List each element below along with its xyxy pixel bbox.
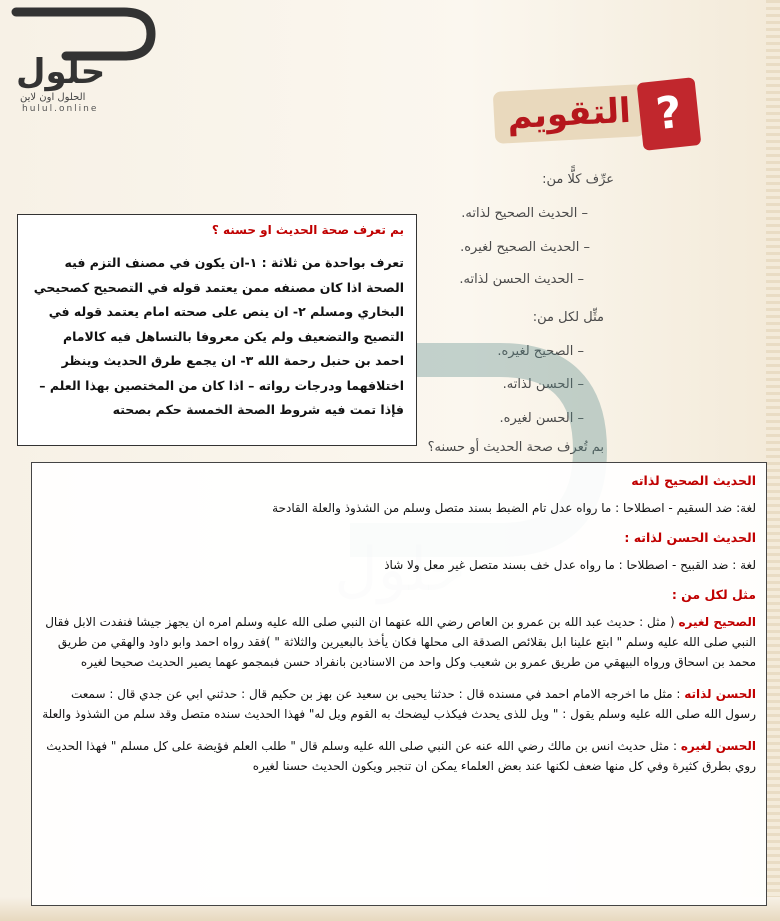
answer-box [17,214,417,446]
logo-subtitle: الحلول اون لاين [20,92,86,103]
example-text: : مثل ما اخرجه الامام احمد في مسنده قال : حدثنا يحيى بن سعيد عن بهز بن حكيم قال : حدثني ابي عن جدي قال : سمعت رسول الله صلى الله عليه وسلم يقول : " ويل للذى يحدث فيكذب ليضحك به القوم ويل له" فهذا الحديث سنده متصل وقد سلم من الشذوذ والعلة [42,687,756,721]
textbook-item: – الحديث الحسن لذاته. [459,272,584,287]
heading-sahih-lidhatihi: الحديث الصحيح لذاته [631,473,756,488]
site-logo[interactable] [6,4,156,114]
definition-sahih: لغة: ضد السقيم - اصطلاحا : ما رواه عدل تام الضبط بسند متصل وسلم من الشذوذ والعلة القادحة [272,501,756,515]
example-sahih-lighayrihi [42,612,756,672]
section-title: التقويم [493,84,646,144]
textbook-item: – الحسن لذاته. [502,377,584,392]
heading-examples: مثل لكل من : [671,587,756,602]
textbook-item: – الصحيح لغيره. [497,344,584,359]
example-label: الحسن لغيره [680,739,756,753]
example-label: الحسن لذاته [684,687,756,701]
answer-body: تعرف بواحدة من ثلاثة : ١-ان يكون في مصنف التزم فيه الصحة اذا كان مصنفه ممن يعتمد قوله في التصحيح كصحيحي البخاري ومسلم ٢- ان ينص على صحته امام يعتمد قوله في التصيح والتضعيف ولم يكن معروفا بالتساهل فيه كالامام احمد بن حنبل رحمة الله ٣- ان يجمع طرق الحديث وينظر اختلافهما ودرجات رواته – اذا كان من المختصين بهذا العلم – فإذا تمت فيه شروط الصحة الخمسة حكم بصحته [33,255,404,417]
textbook-item: – الحديث الصحيح لغيره. [460,240,590,255]
logo-domain: hulul.online [22,104,99,114]
definition-hasan: لغة : ضد القبيح - اصطلاحا : ما رواه عدل خف بسند متصل غير معل ولا شاذ [384,558,756,572]
example-label: الصحيح لغيره [678,615,756,629]
definitions-box [31,462,767,906]
textbook-item: – الحديث الصحيح لذاته. [461,206,588,221]
example-hasan-lidhatihi [42,684,756,724]
answer-question: بم تعرف صحة الحديث او حسنه ؟ [211,223,404,237]
textbook-question-1: عرِّف كلًّا من: [542,172,614,187]
page-edge [766,0,780,921]
textbook-question-3: بم تُعرف صحة الحديث أو حسنه؟ [427,440,604,455]
logo-text: حلول [16,52,106,92]
example-text: : مثل حديث انس بن مالك رضي الله عنه عن النبي صلى الله عليه وسلم قال " طلب العلم فؤيضة على كل مسلم " فهذا الحديث روي بطرق كثيرة وفي كل منها ضعف لكنها عند بعض العلماء يمكن ان تنجبر ويكون الحديث حسنا لغيره [46,739,756,773]
question-mark-icon: ? [637,77,702,151]
example-text: ( مثل : حديث عبد الله بن عمرو بن العاص رضي الله عنهما ان النبي صلى الله عليه وسلم امره ان يجهز جيشا فنفدت الابل فقال النبي صلى الله عليه وسلم " ابتع علينا ابل بقلائص الصدقة الى محلها فكان يأخذ بالبعيرين والثلاثة " )فقد رواه احمد وابو داود والهقي من طريق محمد بن اسحاق ورواه البيهقي من طريق عمرو بن شعيب وكل واحد من الاسنادين بانفراد حسن فبمجمو عهما يصير الحديث صحيحا لغيره [45,615,756,669]
textbook-item: – الحسن لغيره. [499,411,584,426]
textbook-question-2: مثِّل لكل من: [532,310,604,325]
heading-hasan-lidhatihi: الحديث الحسن لذاته : [624,530,756,545]
example-hasan-lighayrihi [42,736,756,776]
